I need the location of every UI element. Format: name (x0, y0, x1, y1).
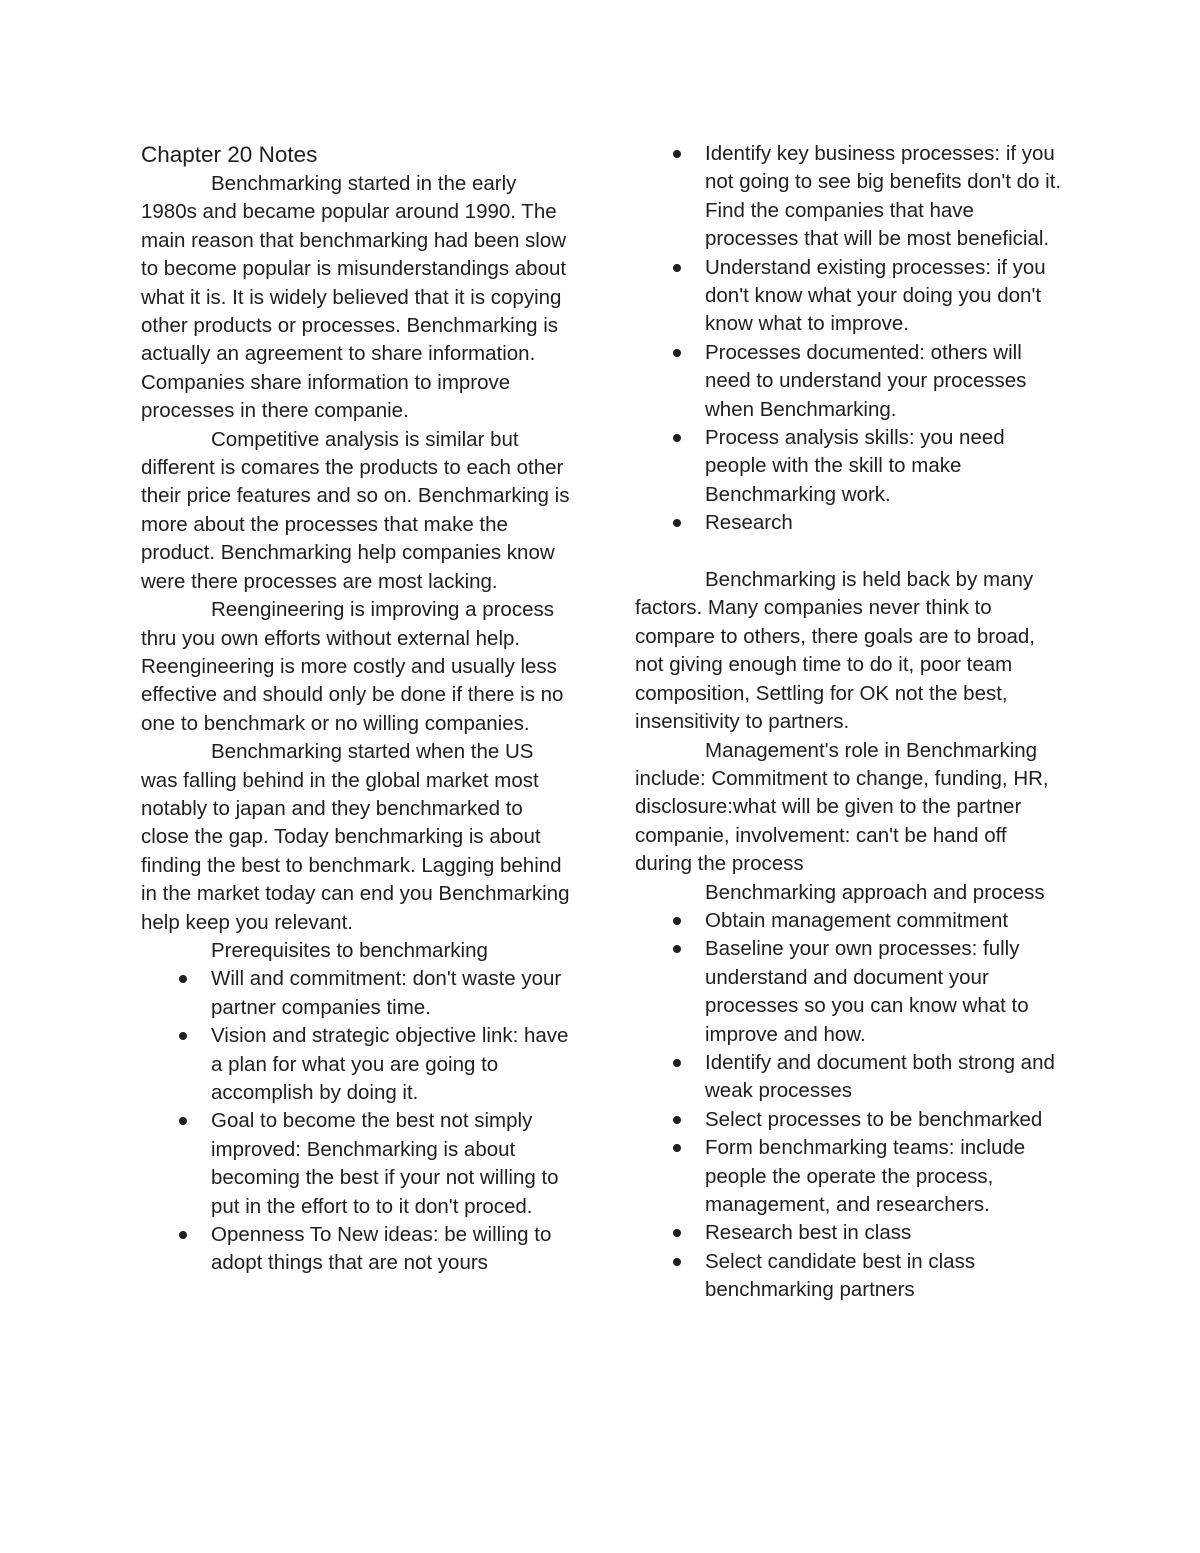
list-item-text: Research best in class (705, 1221, 912, 1245)
approach-list (635, 907, 1065, 1305)
list-item (635, 907, 1065, 935)
list-item-text: Openness To New ideas: be willing to adopt things that are not yours (211, 1223, 552, 1275)
prerequisites-list-continued (635, 140, 1065, 538)
list-item-text: Select candidate best in class benchmarking partners (705, 1249, 976, 1302)
paragraph-competitive-analysis: Competitive analysis is similar but different is comares the products to each other their price features and so on. Benchmarking is more about the processes that make the product. Benchmarking help companies know were there processes are most lacking. (141, 427, 570, 593)
list-item-text: Baseline your own processes: fully understand and document your processes so you can know what to improve and how. (705, 937, 1029, 1046)
list-item (141, 1221, 571, 1278)
bullet-icon (179, 1032, 187, 1040)
list-item-text: Research (705, 511, 793, 535)
list-item (635, 509, 1065, 537)
bullet-icon (673, 434, 681, 442)
bullet-icon (673, 1059, 681, 1067)
list-item-text: Identify and document both strong and weak processes (705, 1050, 1055, 1103)
list-item (635, 1049, 1065, 1106)
bullet-icon (673, 1229, 681, 1237)
bullet-icon (673, 150, 681, 158)
list-item-text: Select processes to be benchmarked (705, 1107, 1043, 1131)
list-item-text: Processes documented: others will need to understand your processes when Benchmarking. (705, 340, 1027, 421)
bullet-icon (673, 917, 681, 925)
right-column (635, 140, 1065, 1305)
list-item-text: Obtain management commitment (705, 908, 1009, 932)
list-item (141, 1022, 571, 1107)
bullet-icon (673, 1144, 681, 1152)
list-item (635, 1134, 1065, 1219)
list-item (635, 1248, 1065, 1305)
bullet-icon (673, 264, 681, 272)
bullet-icon (673, 349, 681, 357)
paragraph-approach-heading: Benchmarking approach and process (705, 880, 1045, 904)
list-item-text: Process analysis skills: you need people with the skill to make Benchmarking work. (705, 426, 1005, 506)
prerequisites-list (141, 965, 571, 1277)
list-item (635, 254, 1065, 339)
bullet-icon (673, 519, 681, 527)
blank-line (635, 538, 1065, 566)
list-item (635, 339, 1065, 424)
list-item (635, 1219, 1065, 1247)
page-title: Chapter 20 Notes (141, 142, 318, 167)
bullet-icon (673, 1258, 681, 1266)
list-item-text: Will and commitment: don't waste your partner companies time. (211, 967, 562, 1019)
bullet-icon (179, 1231, 187, 1239)
paragraph-prerequisites-heading: Prerequisites to benchmarking (211, 938, 488, 962)
list-item (141, 965, 571, 1022)
list-item (141, 1107, 571, 1221)
paragraph-us-history: Benchmarking started when the US was falling behind in the global market most notably to japan and they benchmarked to close the gap. Today benchmarking is about finding the best to benchmark. Lagging behind in the market today can end you Benchmarking help keep you relevant. (141, 740, 570, 934)
left-column (141, 140, 571, 1278)
list-item-text: Vision and strategic objective link: have a plan for what you are going to accomplish by doing it. (211, 1024, 569, 1104)
bullet-icon (673, 945, 681, 953)
list-item-text: Identify key business processes: if you not going to see big benefits don't do it. Find the companies that have processes that will be most beneficial. (705, 142, 1062, 251)
paragraph-held-back: Benchmarking is held back by many factors. Many companies never think to compare to others, there goals are to broad, not giving enough time to do it, poor team composition, Settling for OK not the best, insensitivity to partners. (635, 568, 1035, 734)
list-item (635, 424, 1065, 509)
list-item (635, 935, 1065, 1049)
list-item (635, 1106, 1065, 1134)
list-item-text: Understand existing processes: if you don't know what your doing you don't know what to improve. (705, 255, 1046, 336)
list-item-text: Form benchmarking teams: include people the operate the process, management, and researchers. (705, 1136, 1026, 1217)
paragraph-management-role: Management's role in Benchmarking include: Commitment to change, funding, HR, disclosure:what will be given to the partner companie, involvement: can't be hand off during the process (635, 738, 1049, 876)
paragraph-reengineering: Reengineering is improving a process thru you own efforts without external help. Reengineering is more costly and usually less effective and should only be done if there is no one to benchmark or no willing companies. (141, 598, 564, 735)
bullet-icon (673, 1116, 681, 1124)
paragraph-benchmarking-history: Benchmarking started in the early 1980s and became popular around 1990. The main reason that benchmarking had been slow to become popular is misunderstandings about what it is. It is widely believed that it is copying other products or processes. Benchmarking is actually an agreement to share information. Companies share information to improve processes in there companie. (141, 172, 567, 423)
list-item-text: Goal to become the best not simply improved: Benchmarking is about becoming the best if your not willing to put in the effort to to it don't proced. (211, 1109, 559, 1218)
list-item (635, 140, 1065, 254)
bullet-icon (179, 1117, 187, 1125)
bullet-icon (179, 975, 187, 983)
